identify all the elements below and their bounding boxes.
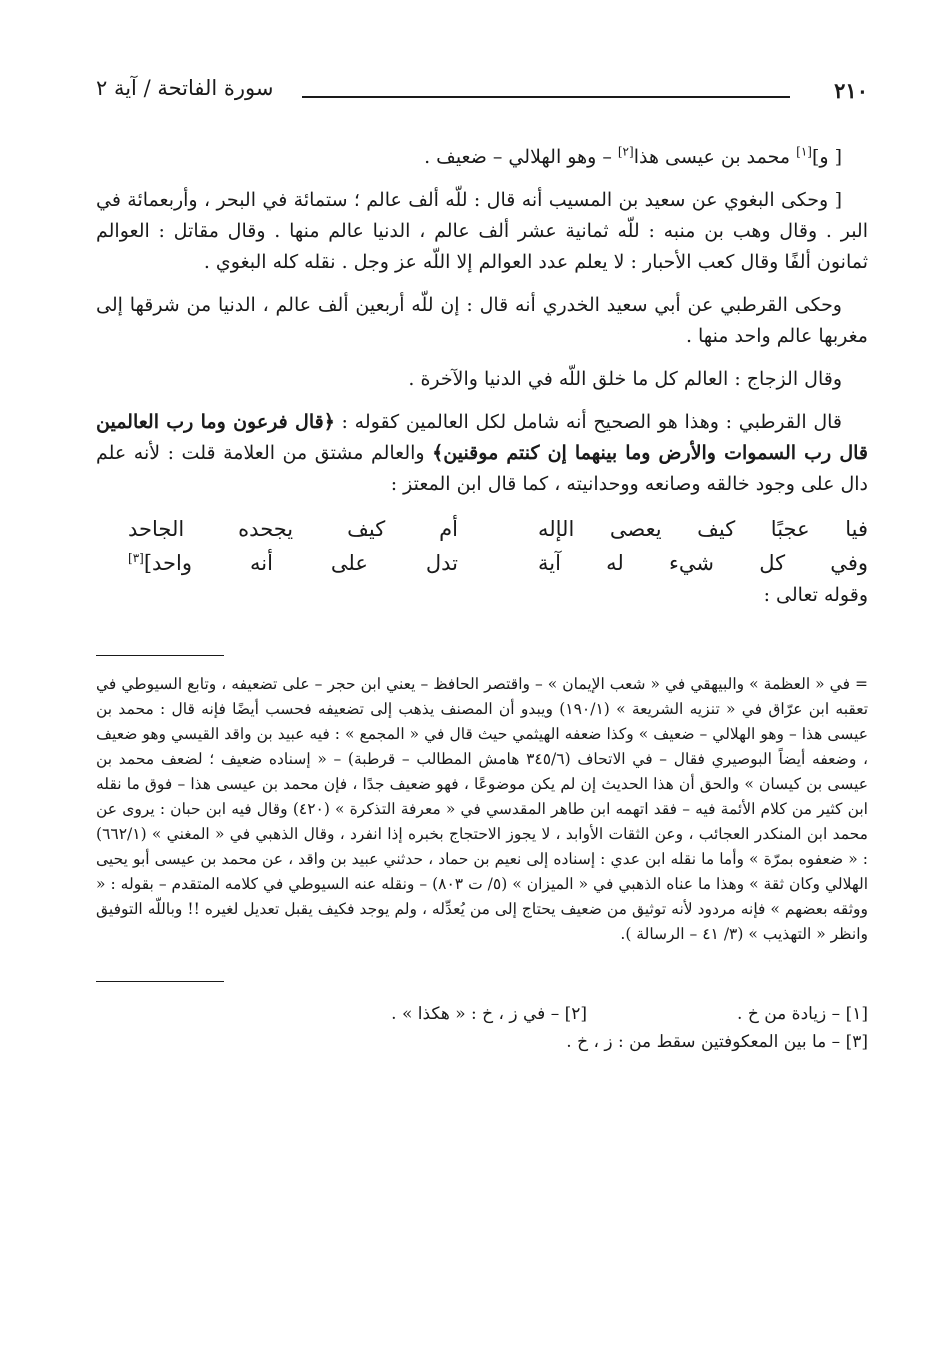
footnote-1: [١] – زيادة من خ . (737, 1004, 868, 1024)
verse-hemistich-right: فيا عجبًا كيف يعصى الإله (538, 517, 868, 541)
footnotes-separator (96, 981, 224, 982)
verse-hemistich-left (128, 546, 458, 580)
footnote-marker-1: [١] (796, 144, 812, 159)
continued-notes (96, 672, 868, 947)
footnote-2: [٢] – في ز ، خ : « هكذا » . (391, 1004, 588, 1024)
text-run: قال القرطبي : وهذا هو الصحيح أنه شامل لكل العالمين كقوله : (334, 411, 842, 433)
page-header (96, 70, 868, 114)
text-run: والعالم مشتق من العلامة قلت : لأنه علم دال على وجود خالقه وصانعه ووحدانيته ، كما قال ابن المعتز : (96, 442, 868, 495)
book-page (96, 70, 868, 1056)
verse-line-2 (128, 546, 868, 580)
paragraph-2: [ وحكى البغوي عن سعيد بن المسيب أنه قال : للّه ألف عالم ؛ ستمائة في البحر ، وأربعمائة في البر . وقال وهب بن منبه : للّه ثمانية عشر ألف عالم ، الدنيا عالم منها . وقال مقاتل : العوالم ثمانون ألفًا وقال كعب الأحبار : لا يعلم عدد العوالم إلا اللّه عز وجل . نقله كله البغوي . (96, 189, 868, 273)
footnote-3: [٣] – ما بين المعكوفتين سقط من : ز ، خ . (566, 1032, 868, 1052)
page-number: ٢١٠ (834, 78, 868, 103)
paragraph-3: وحكى القرطبي عن أبي سعيد الخدري أنه قال : إن للّه أربعين ألف عالم ، الدنيا من شرقها إلى مغربها عالم واحد منها . (96, 294, 868, 347)
text-run: محمد بن عيسى هذا (633, 146, 797, 168)
notes-separator (96, 655, 224, 656)
text-run: تدل على أنه واحد] (143, 551, 458, 575)
footnote-marker-2: [٢] (617, 144, 634, 159)
text-run: – وهو الهلالي – ضعيف . (424, 146, 618, 168)
header-rule (302, 96, 790, 98)
verse-line-1 (128, 512, 868, 546)
running-head: سورة الفاتحة / آية ٢ (96, 76, 274, 100)
paragraph-6: وقوله تعالى : (763, 584, 868, 606)
main-text (96, 142, 868, 611)
paragraph-4: وقال الزجاج : العالم كل ما خلق اللّه في الدنيا والآخرة . (408, 368, 842, 390)
verse-hemistich-right: وفي كل شيء له آية (538, 551, 868, 575)
text-run: [ و] (811, 146, 842, 168)
footnote-row (96, 1000, 868, 1028)
footnotes (96, 1000, 868, 1056)
verse-hemistich-left: أم كيف يجحده الجاحد (128, 517, 458, 541)
footnote-marker-3: [٣] (128, 551, 144, 565)
quran-quote: ﴿قال فرعون وما رب العالمين قال رب السموات والأرض وما بينهما إن كنتم موقنين﴾ (96, 411, 868, 464)
paragraph-5 (96, 407, 868, 500)
paragraph-1 (96, 142, 868, 173)
notes-text: = في « العظمة » والبيهقي في « شعب الإيمان » – واقتصر الحافظ – يعني ابن حجر – على تضعيفه ، وتابع السيوطي في تعقبه ابن عرّاق في « تنزيه الشريعة » (١٩٠/١) ويبدو أن المصنف يذهب إلى تضعيفه فحسب أيضًا فإنه قال : محمد بن عيسى هذا – وهو الهلالي – ضعيف » وكذا ضعفه الهيثمي حيث قال في « المجمع » : فيه عبيد بن واقد القيسي وهو ضعيف ، وضعفه أيضاً البوصيري فقال – في الاتحاف (٣٤٥/٦ هامش المطالب – قرطبة) – « إسناده ضعيف ؛ لضعف محمد بن عيسى بن كيسان » والحق أن هذا الحديث إن لم يكن موضوعًا ، فهو ضعيف جدًا ، فإن محمد بن عيسى هذا – فوق ما نقله ابن كثير من كلام الأئمة فيه – فقد اتهمه ابن طاهر المقدسي في « معرفة التذكرة » (٤٢٠) وقال فيه ابن حبان : يروى عن محمد ابن المنكدر العجائب ، وعن الثقات الأوابد ، لا يجوز الاحتجاج بخبره إذا انفرد ، وقال الذهبي في « المغني » (٦٦٢/١) : « ضعفوه بمرّة » وأما ما نقله ابن عدي : إسناده إلى نعيم بن حماد ، حدثني عبيد بن واقد ، عن محمد بن عيسى أبو يحيى الهلالي وكان ثقة » وهذا ما عناه الذهبي في « الميزان » (٥/ ت ٨٠٣) – ونقله عنه السيوطي في كلامه المتقدم – بقوله : « ووثقه بعضهم » فإنه مردود لأنه توثيق من ضعيف يحتاج إلى من يُعدِّله ، ولم يوجد فكيف يقبل تعديل لغيره !! وباللّه التوفيق وانظر « التهذيب » (٣/ ٤١ – الرسالة ). (96, 675, 869, 943)
